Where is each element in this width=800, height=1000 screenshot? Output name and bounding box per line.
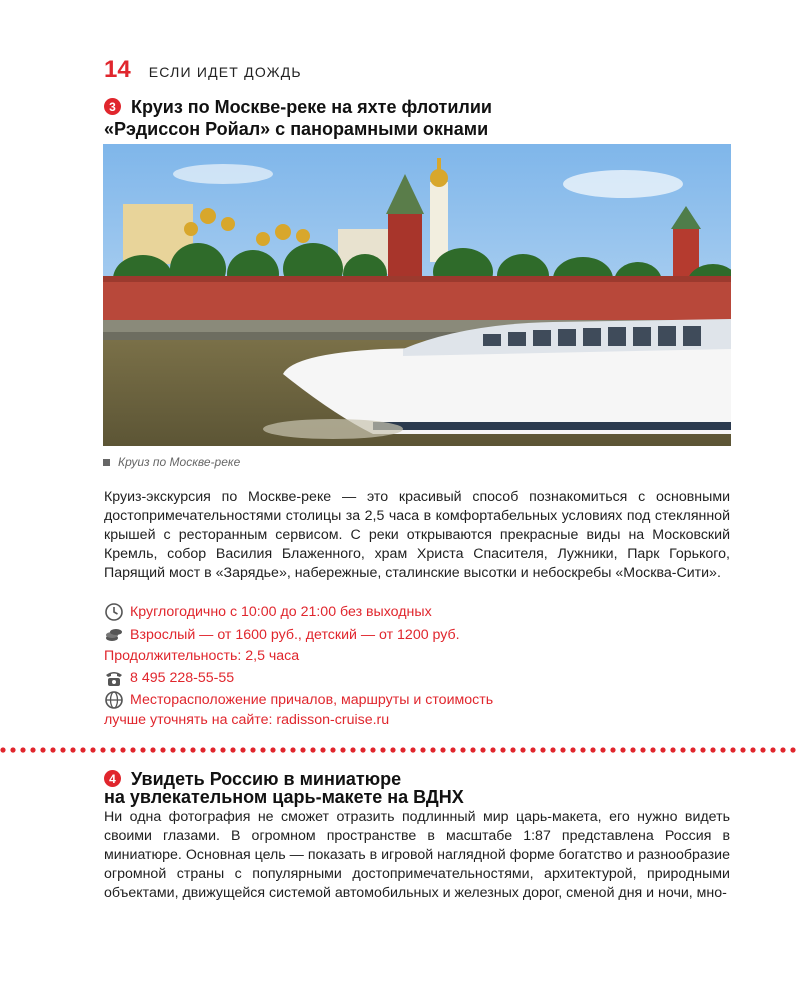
separator-dot bbox=[320, 747, 325, 752]
section-4-paragraph: Ни одна фотография не сможет отразить подлинный мир царь-макета, его нужно видеть своими глазами. В огромном пространстве в масштабе 1:87 представлена Россия в миниатюре. Основная цель — показать в игровой наглядной форме богатство и разнообразие огромной страны с популярными достопримечательностями, архитектурой, природными объектами, движущейся системой автомобильных и железных дорог, сменой дня и ночи, мно- bbox=[104, 809, 730, 901]
separator-dot bbox=[530, 747, 535, 752]
separator-dot bbox=[600, 747, 605, 752]
separator-dot bbox=[660, 747, 665, 752]
phone-line bbox=[104, 668, 234, 688]
section-4-number-badge: 4 bbox=[104, 770, 121, 787]
separator-dot bbox=[340, 747, 345, 752]
section-3-title-line1: Круиз по Москве-реке на яхте флотилии bbox=[131, 97, 492, 117]
separator-dot bbox=[790, 747, 795, 752]
separator-dot bbox=[560, 747, 565, 752]
separator-dot bbox=[140, 747, 145, 752]
photo-caption bbox=[103, 455, 240, 469]
separator-dot bbox=[270, 747, 275, 752]
separator-dot bbox=[330, 747, 335, 752]
separator-dot bbox=[500, 747, 505, 752]
kremlin-river-illustration bbox=[103, 144, 731, 446]
separator-dot bbox=[440, 747, 445, 752]
separator-dot bbox=[230, 747, 235, 752]
page-number: 14 bbox=[104, 56, 131, 83]
section-4-title-cont bbox=[104, 786, 464, 808]
duration-line bbox=[104, 648, 299, 664]
separator-dot bbox=[490, 747, 495, 752]
separator-dot bbox=[130, 747, 135, 752]
separator-dot bbox=[20, 747, 25, 752]
separator-dot bbox=[770, 747, 775, 752]
separator-dot bbox=[220, 747, 225, 752]
separator-dot bbox=[10, 747, 15, 752]
separator-dot bbox=[240, 747, 245, 752]
separator-dot bbox=[210, 747, 215, 752]
separator-dot bbox=[670, 747, 675, 752]
separator-dot bbox=[150, 747, 155, 752]
website-line-2 bbox=[104, 712, 389, 728]
website-text-line1: Месторасположение причалов, маршруты и стоимость bbox=[130, 692, 494, 708]
separator-dot bbox=[550, 747, 555, 752]
separator-dot bbox=[570, 747, 575, 752]
hours-line bbox=[104, 602, 432, 622]
separator-dot bbox=[750, 747, 755, 752]
separator-dot bbox=[170, 747, 175, 752]
separator-dot bbox=[710, 747, 715, 752]
section-4-title-line2: на увлекательном царь-макете на ВДНХ bbox=[104, 787, 464, 807]
separator-dot bbox=[70, 747, 75, 752]
section-4-title-line1: Увидеть Россию в миниатюре bbox=[131, 769, 402, 789]
section-3-paragraph: Круиз-экскурсия по Москве-реке — это красивый способ познакомиться с основными достопримечательностями столицы за 2,5 часа в комфортабельных условиях под стеклянной крышей с ресторанным сервисом. С реки открываются прекрасные виды на Московский Кремль, собор Василия Блаженного, храм Христа Спасителя, Лужники, Парк Горького, Парящий мост в «Зарядье», набережные, сталинские высотки и небоскребы «Москва-Сити». bbox=[104, 489, 730, 581]
cruise-photo bbox=[103, 144, 731, 446]
separator-dot bbox=[690, 747, 695, 752]
separator-dot bbox=[120, 747, 125, 752]
separator-dot bbox=[620, 747, 625, 752]
separator-dot bbox=[540, 747, 545, 752]
price-text: Взрослый — от 1600 руб., детский — от 1200 руб. bbox=[130, 627, 460, 643]
separator-dot bbox=[610, 747, 615, 752]
separator-dot bbox=[650, 747, 655, 752]
separator-dot bbox=[260, 747, 265, 752]
coins-icon bbox=[104, 625, 124, 645]
separator-dot bbox=[110, 747, 115, 752]
separator-dot bbox=[250, 747, 255, 752]
separator-dot bbox=[80, 747, 85, 752]
dotted-separator bbox=[0, 746, 800, 754]
separator-dot bbox=[630, 747, 635, 752]
price-line bbox=[104, 625, 460, 645]
phone-number[interactable]: 8 495 228-55-55 bbox=[130, 670, 235, 686]
hours-text: Круглогодично с 10:00 до 21:00 без выходных bbox=[130, 604, 432, 620]
separator-dot bbox=[0, 747, 5, 752]
separator-dot bbox=[460, 747, 465, 752]
separator-dot bbox=[680, 747, 685, 752]
separator-dot bbox=[580, 747, 585, 752]
separator-dot bbox=[370, 747, 375, 752]
section-3-title-cont bbox=[104, 118, 488, 140]
website-text-line2[interactable]: лучше уточнять на сайте: radisson-cruise.ru bbox=[104, 712, 390, 728]
separator-dot bbox=[290, 747, 295, 752]
separator-dot bbox=[760, 747, 765, 752]
separator-dot bbox=[310, 747, 315, 752]
separator-dot bbox=[40, 747, 45, 752]
separator-dot bbox=[470, 747, 475, 752]
phone-icon bbox=[104, 668, 124, 688]
separator-dot bbox=[90, 747, 95, 752]
separator-dot bbox=[700, 747, 705, 752]
globe-icon bbox=[104, 690, 124, 710]
separator-dot bbox=[50, 747, 55, 752]
separator-dot bbox=[280, 747, 285, 752]
separator-dot bbox=[410, 747, 415, 752]
separator-dot bbox=[390, 747, 395, 752]
photo-caption-text: Круиз по Москве-реке bbox=[118, 455, 241, 469]
section-3-title bbox=[104, 96, 492, 118]
separator-dot bbox=[200, 747, 205, 752]
separator-dot bbox=[30, 747, 35, 752]
separator-dot bbox=[720, 747, 725, 752]
section-3-number-badge: 3 bbox=[104, 98, 121, 115]
separator-dot bbox=[430, 747, 435, 752]
separator-dot bbox=[60, 747, 65, 752]
separator-dot bbox=[780, 747, 785, 752]
section-3-title-line2: «Рэдиссон Ройал» с панорамными окнами bbox=[104, 119, 489, 139]
separator-dot bbox=[740, 747, 745, 752]
chapter-title: ЕСЛИ ИДЕТ ДОЖДЬ bbox=[148, 64, 302, 80]
separator-dot bbox=[480, 747, 485, 752]
separator-dot bbox=[380, 747, 385, 752]
separator-dot bbox=[360, 747, 365, 752]
separator-dot bbox=[350, 747, 355, 752]
website-line bbox=[104, 690, 493, 710]
duration-text: Продолжительность: 2,5 часа bbox=[104, 648, 300, 664]
separator-dot bbox=[190, 747, 195, 752]
separator-dot bbox=[510, 747, 515, 752]
separator-dot bbox=[160, 747, 165, 752]
separator-dot bbox=[730, 747, 735, 752]
separator-dot bbox=[180, 747, 185, 752]
clock-icon bbox=[104, 602, 124, 622]
separator-dot bbox=[590, 747, 595, 752]
separator-dot bbox=[520, 747, 525, 752]
separator-dot bbox=[100, 747, 105, 752]
caption-square-icon bbox=[103, 459, 110, 466]
separator-dot bbox=[640, 747, 645, 752]
separator-dot bbox=[450, 747, 455, 752]
page-header bbox=[104, 56, 302, 84]
separator-dot bbox=[420, 747, 425, 752]
separator-dot bbox=[300, 747, 305, 752]
separator-dot bbox=[400, 747, 405, 752]
